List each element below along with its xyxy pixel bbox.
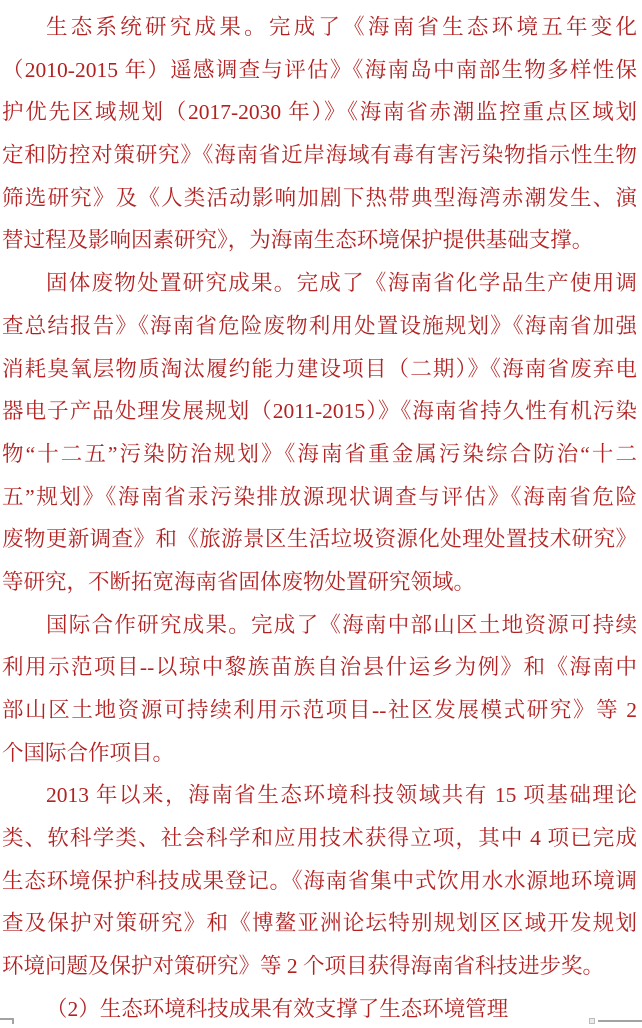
- text-line: 器电子产品处理发展规划（2011-2015）》《海南省持久性有机污染: [2, 399, 637, 424]
- text-line: 查总结报告》《海南省危险废物利用处置设施规划》《海南省加强: [2, 313, 637, 338]
- text-line: 消耗臭氧层物质淘汰履约能力建设项目（二期）》《海南省废弃电: [2, 356, 637, 381]
- text-line: 等研究，不断拓宽海南省固体废物处置研究领域。: [2, 569, 476, 594]
- text-line: 生态系统研究成果。完成了《海南省生态环境五年变化: [46, 15, 637, 39]
- text-line: 查及保护对策研究》和《博鳌亚洲论坛特别规划区区域开发规划: [2, 911, 637, 936]
- text-line: 个国际合作项目。: [2, 740, 175, 765]
- text-line: 利用示范项目--以琼中黎族苗族自治县什运乡为例》和《海南中: [2, 655, 637, 680]
- text-line: 筛选研究》及《人类活动影响加剧下热带典型海湾赤潮发生、演: [2, 185, 637, 210]
- paragraph-since-2013: [2, 774, 637, 987]
- text-line: 废物更新调查》和《旅游景区生活垃圾资源化处理处置技术研究》: [2, 527, 637, 552]
- text-line: 替过程及影响因素研究》，为海南生态环境保护提供基础支撑。: [2, 228, 594, 253]
- text-line: 固体废物处置研究成果。完成了《海南省化学品生产使用调: [46, 271, 637, 296]
- text-line: 物“十二五”污染防治规划》《海南省重金属污染综合防治“十二: [2, 441, 637, 466]
- table-border-mark: [598, 1020, 642, 1022]
- text-line: （2010-2015 年）遥感调查与评估》《海南岛中南部生物多样性保: [2, 57, 637, 82]
- text-line: 定和防控对策研究》《海南省近岸海域有毒有害污染物指示性生物: [2, 143, 637, 168]
- text-line: 类、软科学类、社会科学和应用技术获得立项，其中 4 项已完成: [2, 826, 637, 851]
- text-line: 护优先区域规划（2017-2030 年）》《海南省赤潮监控重点区域划: [2, 100, 637, 125]
- paragraph-solid-waste-research: [2, 262, 637, 604]
- text-line: 环境问题及保护对策研究》等 2 个项目获得海南省科技进步奖。: [2, 954, 605, 979]
- text-line: 生态环境保护科技成果登记。《海南省集中式饮用水水源地环境调: [2, 868, 637, 893]
- table-corner-mark: [0, 1018, 14, 1024]
- paragraph-international-cooperation: [2, 604, 637, 775]
- document-body: [2, 6, 637, 1028]
- subheading-text: （2）生态环境科技成果有效支撑了生态环境管理: [46, 996, 509, 1021]
- table-resize-handle: [589, 1018, 595, 1024]
- paragraph-subheading-2: [2, 988, 637, 1028]
- text-line: 部山区土地资源可持续利用示范项目--社区发展模式研究》等 2: [2, 698, 637, 722]
- text-line: 国际合作研究成果。完成了《海南中部山区土地资源可持续: [46, 612, 637, 637]
- paragraph-ecosystem-research: [2, 6, 637, 262]
- text-line: 2013 年以来，海南省生态环境科技领域共有 15 项基础理论: [46, 783, 637, 808]
- text-line: 五”规划》《海南省汞污染排放源现状调查与评估》《海南省危险: [2, 484, 637, 509]
